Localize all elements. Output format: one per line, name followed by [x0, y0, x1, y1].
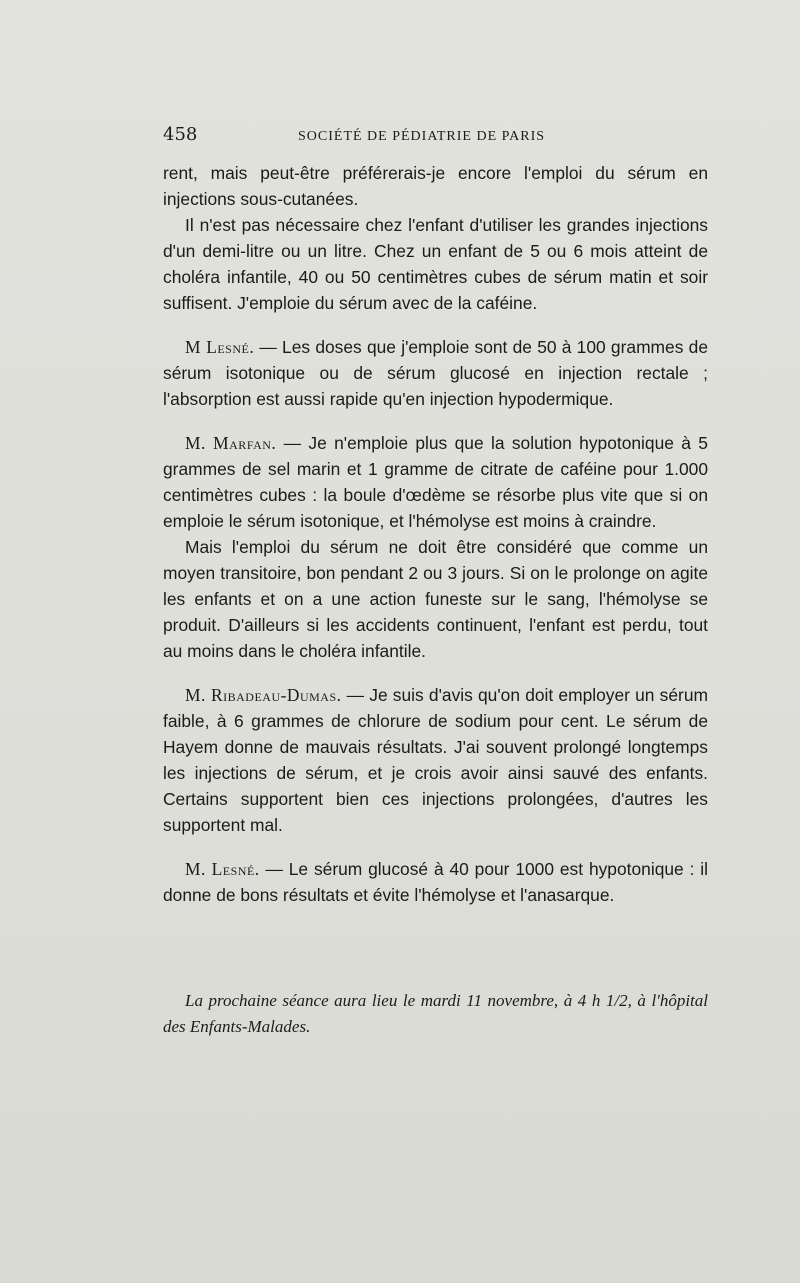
speaker-name: M Lesné.: [185, 337, 255, 357]
paragraph-text: Mais l'emploi du sérum ne doit être considéré que comme un moyen transitoire, bon pendant 2 ou 3 jours. Si on le prolonge on agite les enfants et on a une action funeste sur le sang, l'hémolyse se produit. D'ailleurs si les accidents continuent, l'enfant est perdu, tout au moins dans le choléra infantile.: [163, 537, 708, 661]
page-header: [163, 124, 708, 150]
speaker-name: M. Lesné.: [185, 859, 260, 879]
paragraph-lesne-2: [163, 856, 708, 908]
paragraph-text: — Je suis d'avis qu'on doit employer un sérum faible, à 6 grammes de chlorure de sodium pour cent. Le sérum de Hayem donne de mauvais résultats. J'ai souvent prolongé longtemps les injections de sérum, et je crois avoir ainsi sauvé des enfants. Certains supportent bien ces injections prolongées, d'autres les supportent mal.: [163, 685, 708, 835]
paragraph-marfan: [163, 430, 708, 534]
paragraph-text: — Le sérum glucosé à 40 pour 1000 est hypotonique : il donne de bons résultats et évite l'hémolyse et l'anasarque.: [163, 859, 708, 905]
paragraph-text: — Les doses que j'emploie sont de 50 à 100 grammes de sérum isotonique ou de sérum glucosé en injection rectale ; l'absorption est aussi rapide qu'en injection hypodermique.: [163, 337, 708, 409]
paragraph-ribadeau-dumas: [163, 682, 708, 838]
paragraph-continuation: [163, 160, 708, 212]
paragraph-text: — Je n'emploie plus que la solution hypotonique à 5 grammes de sel marin et 1 gramme de citrate de caféine pour 1.000 centimètres cubes : la boule d'œdème se résorbe plus vite que si on emploie le sérum isotonique, et l'hémolyse est moins à craindre.: [163, 433, 708, 531]
paragraph-lesne: [163, 334, 708, 412]
paragraph-text: Il n'est pas nécessaire chez l'enfant d'utiliser les grandes injections d'un demi-litre ou un litre. Chez un enfant de 5 ou 6 mois atteint de choléra infantile, 40 ou 50 centimètres cubes de sérum matin et soir suffisent. J'emploie du sérum avec de la caféine.: [163, 215, 708, 313]
page-number: 458: [163, 124, 198, 145]
speaker-name: M. Ribadeau-Dumas.: [185, 685, 342, 705]
closing-announcement: La prochaine séance aura lieu le mardi 11 novembre, à 4 h 1/2, à l'hôpital des Enfants-Malades.: [163, 991, 708, 1036]
paragraph-text: rent, mais peut-être préférerais-je encore l'emploi du sérum en injections sous-cutanées.: [163, 163, 708, 209]
running-head: SOCIÉTÉ DE PÉDIATRIE DE PARIS: [298, 129, 546, 144]
paragraph: [163, 212, 708, 316]
body-text: [163, 160, 708, 908]
speaker-name: M. Marfan.: [185, 433, 277, 453]
paragraph: [163, 534, 708, 664]
